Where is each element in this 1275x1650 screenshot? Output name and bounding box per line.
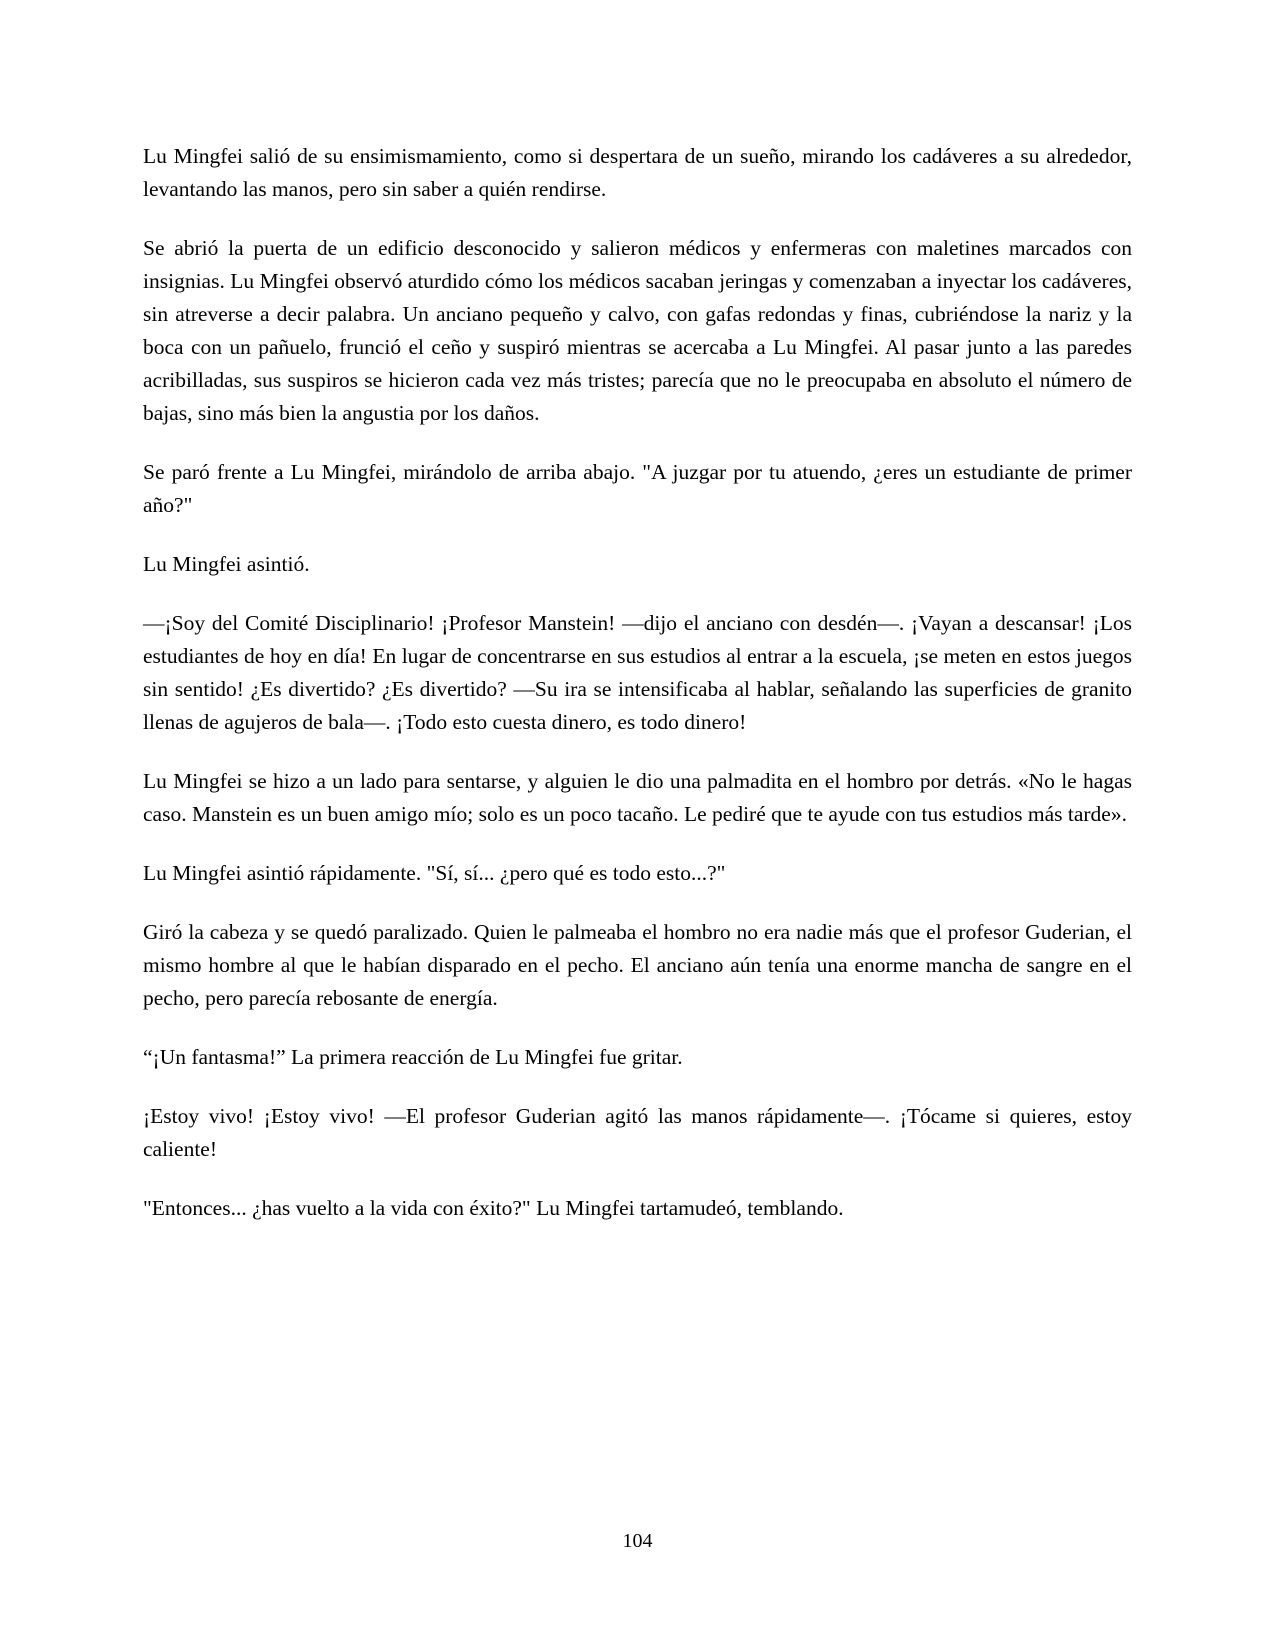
paragraph: Se paró frente a Lu Mingfei, mirándolo de arriba abajo. "A juzgar por tu atuendo, ¿eres un estudiante de primer año?"	[143, 460, 1132, 517]
paragraph: "Entonces... ¿has vuelto a la vida con éxito?" Lu Mingfei tartamudeó, temblando.	[143, 1196, 844, 1220]
paragraph: Lu Mingfei asintió.	[143, 552, 310, 576]
paragraph: ¡Estoy vivo! ¡Estoy vivo! —El profesor Guderian agitó las manos rápidamente—. ¡Tócame si quieres, estoy caliente!	[143, 1104, 1132, 1161]
paragraph: Lu Mingfei salió de su ensimismamiento, como si despertara de un sueño, mirando los cadáveres a su alrededor, levantando las manos, pero sin saber a quién rendirse.	[143, 144, 1132, 201]
paragraph: Lu Mingfei se hizo a un lado para sentarse, y alguien le dio una palmadita en el hombro por detrás. «No le hagas caso. Manstein es un buen amigo mío; solo es un poco tacaño. Le pediré que te ayude con tus estudios más tarde».	[143, 769, 1132, 826]
paragraph: Lu Mingfei asintió rápidamente. "Sí, sí... ¿pero qué es todo esto...?"	[143, 861, 726, 885]
paragraph: Giró la cabeza y se quedó paralizado. Quien le palmeaba el hombro no era nadie más que el profesor Guderian, el mismo hombre al que le habían disparado en el pecho. El anciano aún tenía una enorme mancha de sangre en el pecho, pero parecía rebosante de energía.	[143, 920, 1132, 1010]
paragraph: Se abrió la puerta de un edificio desconocido y salieron médicos y enfermeras con maletines marcados con insignias. Lu Mingfei observó aturdido cómo los médicos sacaban jeringas y comenzaban a inyectar los cadáveres, sin atreverse a decir palabra. Un anciano pequeño y calvo, con gafas redondas y finas, cubriéndose la nariz y la boca con un pañuelo, frunció el ceño y suspiró mientras se acercaba a Lu Mingfei. Al pasar junto a las paredes acribilladas, sus suspiros se hicieron cada vez más tristes; parecía que no le preocupaba en absoluto el número de bajas, sino más bien la angustia por los daños.	[143, 236, 1132, 425]
page-number: 104	[622, 1530, 653, 1552]
paragraph: —¡Soy del Comité Disciplinario! ¡Profesor Manstein! —dijo el anciano con desdén—. ¡Vayan a descansar! ¡Los estudiantes de hoy en día! En lugar de concentrarse en sus estudios al entrar a la escuela, ¡se meten en estos juegos sin sentido! ¿Es divertido? ¿Es divertido? —Su ira se intensificaba al hablar, señalando las superficies de granito llenas de agujeros de bala—. ¡Todo esto cuesta dinero, es todo dinero!	[143, 611, 1132, 734]
paragraph: “¡Un fantasma!” La primera reacción de Lu Mingfei fue gritar.	[143, 1045, 683, 1069]
body-text-column	[143, 140, 1132, 1225]
